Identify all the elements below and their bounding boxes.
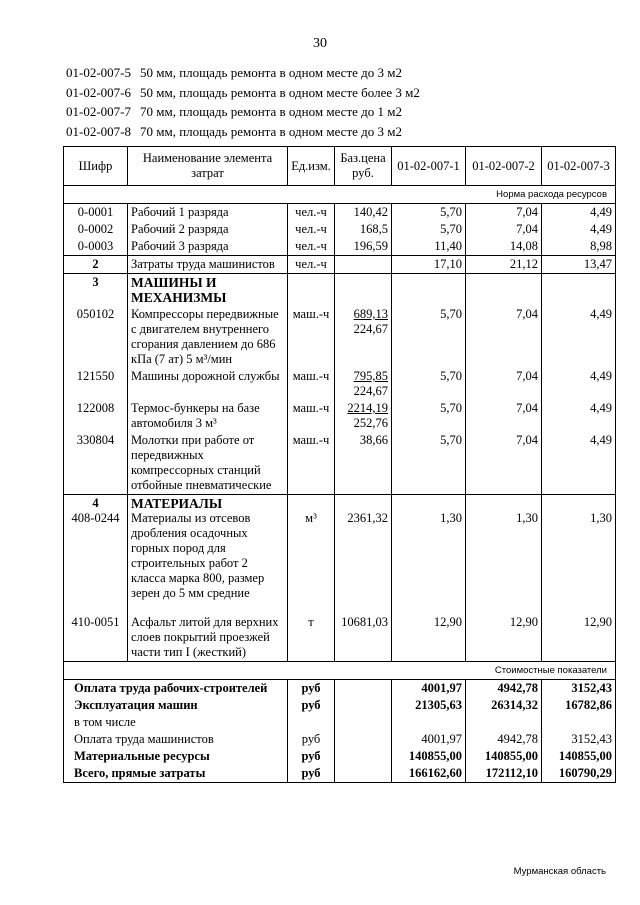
resource-table [63, 146, 616, 783]
header-col-3: 01-02-007-3 [542, 147, 616, 186]
variant-code: 01-02-007-6 [66, 84, 131, 100]
summary-name: Оплата труда машинистов [64, 731, 288, 748]
summary-row [64, 748, 616, 765]
row-code: 121550 [64, 368, 128, 400]
row-price: 38,66 [335, 432, 392, 495]
row-value-3: 4,49 [542, 306, 616, 368]
row-price: 10681,03 [335, 614, 392, 662]
row-value-2: 12,90 [466, 614, 542, 662]
row-unit: маш.-ч [288, 432, 335, 495]
summary-name: Всего, прямые затраты [64, 765, 288, 783]
row-value-1: 5,70 [392, 368, 466, 400]
summary-unit [288, 714, 335, 731]
summary-row [64, 765, 616, 783]
variant-text: 50 мм, площадь ремонта в одном месте более 3 м2 [140, 84, 420, 100]
section-code: 4 408-0244 [64, 495, 128, 615]
row-unit: маш.-ч [288, 306, 335, 368]
price-primary: 795,85 [353, 369, 388, 383]
summary-value-2: 4942,78 [466, 680, 542, 698]
row-code: 410-0051 [64, 614, 128, 662]
row-value-3: 4,49 [542, 400, 616, 432]
row-value-1: 5,70 [392, 400, 466, 432]
summary-name: Эксплуатация машин [64, 697, 288, 714]
table-header-row [64, 147, 616, 186]
header-name: Наименование элемента затрат [128, 147, 288, 186]
row-value-3: 1,30 [542, 495, 616, 615]
variant-text: 70 мм, площадь ремонта в одном месте до 3 м2 [140, 123, 402, 139]
row-unit: чел.-ч [288, 256, 335, 274]
header-unit: Ед.изм. [288, 147, 335, 186]
row-price: 168,5 [335, 221, 392, 238]
cost-indicators-label: Стоимостные показатели [64, 662, 616, 680]
table-row [64, 368, 616, 400]
table-row [64, 614, 616, 662]
machines-section-row [64, 274, 616, 307]
row-value-1: 5,70 [392, 204, 466, 222]
variant-text: 70 мм, площадь ремонта в одном месте до 1 м2 [140, 104, 402, 119]
summary-row [64, 714, 616, 731]
section-title: МАШИНЫ И МЕХАНИЗМЫ [128, 274, 288, 307]
row-unit: т [288, 614, 335, 662]
summary-row [64, 731, 616, 748]
price-primary: 689,13 [353, 307, 388, 321]
summary-value-1 [392, 714, 466, 731]
row-unit: чел.-ч [288, 221, 335, 238]
summary-value-3: 3152,43 [542, 731, 616, 748]
summary-name: Материальные ресурсы [64, 748, 288, 765]
row-value-3: 8,98 [542, 238, 616, 256]
row-value-1: 11,40 [392, 238, 466, 256]
summary-value-2: 4942,78 [466, 731, 542, 748]
row-code: 050102 [64, 306, 128, 368]
resource-norm-row [64, 186, 616, 204]
resource-norm-label: Норма расхода ресурсов [64, 186, 616, 204]
variant-item [66, 102, 420, 122]
row-value-1: 5,70 [392, 306, 466, 368]
row-price: 2361,32 [335, 495, 392, 615]
variant-item [66, 83, 420, 103]
row-price [335, 368, 392, 400]
row-value-1: 17,10 [392, 256, 466, 274]
row-value-1: 12,90 [392, 614, 466, 662]
summary-name: в том числе [64, 714, 288, 731]
row-value-3: 4,49 [542, 368, 616, 400]
header-code: Шифр [64, 147, 128, 186]
price-secondary: 224,67 [353, 322, 388, 336]
summary-value-1: 21305,63 [392, 697, 466, 714]
row-value-3: 12,90 [542, 614, 616, 662]
summary-value-3 [542, 714, 616, 731]
row-value-2: 21,12 [466, 256, 542, 274]
row-code: 330804 [64, 432, 128, 495]
row-value-2: 7,04 [466, 204, 542, 222]
variant-code: 01-02-007-8 [66, 123, 131, 139]
row-value-3: 4,49 [542, 221, 616, 238]
row-value-2: 7,04 [466, 221, 542, 238]
page-number: 30 [313, 36, 327, 51]
row-code: 0-0003 [64, 238, 128, 256]
cost-indicators-row [64, 662, 616, 680]
summary-value-2: 26314,32 [466, 697, 542, 714]
row-value-2: 7,04 [466, 432, 542, 495]
machinist-labor-row [64, 256, 616, 274]
row-name: Молотки при работе от передвижных компрессорных станций отбойные пневматические [128, 432, 288, 495]
row-value-1: 1,30 [392, 495, 466, 615]
row-name: Затраты труда машинистов [128, 256, 288, 274]
summary-value-2: 172112,10 [466, 765, 542, 783]
summary-unit: руб [288, 697, 335, 714]
price-secondary: 252,76 [353, 416, 388, 430]
row-value-1: 5,70 [392, 432, 466, 495]
table-row [64, 306, 616, 368]
summary-unit: руб [288, 748, 335, 765]
summary-row [64, 680, 616, 698]
header-price: Баз.цена руб. [335, 147, 392, 186]
row-unit: чел.-ч [288, 204, 335, 222]
row-code: 408-0244 [71, 511, 120, 525]
row-value-1: 5,70 [392, 221, 466, 238]
table-row [64, 400, 616, 432]
row-price [335, 306, 392, 368]
row-value-2: 7,04 [466, 400, 542, 432]
summary-unit: руб [288, 765, 335, 783]
row-unit: маш.-ч [288, 400, 335, 432]
row-price: 140,42 [335, 204, 392, 222]
row-name: Асфальт литой для верхних слоев покрытий проезжей части тип I (жесткий) [128, 614, 288, 662]
summary-value-1: 4001,97 [392, 731, 466, 748]
summary-unit: руб [288, 731, 335, 748]
section-title: МАТЕРИАЛЫ [131, 496, 223, 511]
variant-text: 50 мм, площадь ремонта в одном месте до 3 м2 [140, 65, 402, 80]
variant-code: 01-02-007-7 [66, 104, 131, 119]
row-value-3: 13,47 [542, 256, 616, 274]
row-name: Компрессоры передвижные с двигателем внутреннего сгорания давлением до 686 кПа (7 ат) 5 м³/мин [128, 306, 288, 368]
row-name: Рабочий 2 разряда [128, 221, 288, 238]
table-row [64, 204, 616, 222]
variant-list [66, 63, 420, 141]
row-value-2: 7,04 [466, 368, 542, 400]
row-code: 2 [64, 256, 128, 274]
summary-value-1: 140855,00 [392, 748, 466, 765]
row-code: 122008 [64, 400, 128, 432]
summary-value-1: 4001,97 [392, 680, 466, 698]
row-value-2: 7,04 [466, 306, 542, 368]
variant-code: 01-02-007-5 [66, 65, 131, 80]
row-name: Рабочий 3 разряда [128, 238, 288, 256]
table-row [64, 238, 616, 256]
header-col-2: 01-02-007-2 [466, 147, 542, 186]
row-price [335, 256, 392, 274]
row-unit: чел.-ч [288, 238, 335, 256]
row-unit: м³ [288, 495, 335, 615]
row-unit: маш.-ч [288, 368, 335, 400]
price-primary: 2214,19 [347, 401, 388, 415]
row-code: 0-0001 [64, 204, 128, 222]
footer-region: Мурманская область [513, 866, 606, 877]
row-value-2: 14,08 [466, 238, 542, 256]
summary-value-3: 3152,43 [542, 680, 616, 698]
row-name: Рабочий 1 разряда [128, 204, 288, 222]
materials-section-row [64, 495, 616, 615]
row-value-2: 1,30 [466, 495, 542, 615]
summary-name: Оплата труда рабочих-строителей [64, 680, 288, 698]
variant-item [66, 63, 420, 83]
summary-row [64, 697, 616, 714]
row-value-3: 4,49 [542, 204, 616, 222]
summary-value-2: 140855,00 [466, 748, 542, 765]
row-price: 196,59 [335, 238, 392, 256]
row-name: Термос-бункеры на базе автомобиля 3 м³ [128, 400, 288, 432]
summary-unit: руб [288, 680, 335, 698]
summary-value-2 [466, 714, 542, 731]
summary-value-3: 140855,00 [542, 748, 616, 765]
row-price [335, 400, 392, 432]
row-value-3: 4,49 [542, 432, 616, 495]
summary-value-1: 166162,60 [392, 765, 466, 783]
variant-item [66, 122, 420, 142]
summary-value-3: 160790,29 [542, 765, 616, 783]
table-row [64, 221, 616, 238]
row-code: 0-0002 [64, 221, 128, 238]
price-secondary: 224,67 [353, 384, 388, 398]
header-col-1: 01-02-007-1 [392, 147, 466, 186]
row-name: Машины дорожной службы [128, 368, 288, 400]
section-code: 3 [64, 274, 128, 307]
table-row [64, 432, 616, 495]
summary-value-3: 16782,86 [542, 697, 616, 714]
row-name: МАТЕРИАЛЫ Материалы из отсевов дробления осадочных горных пород для строительных работ 2 класса марка 800, размер зерен до 5 мм средние [128, 495, 288, 615]
